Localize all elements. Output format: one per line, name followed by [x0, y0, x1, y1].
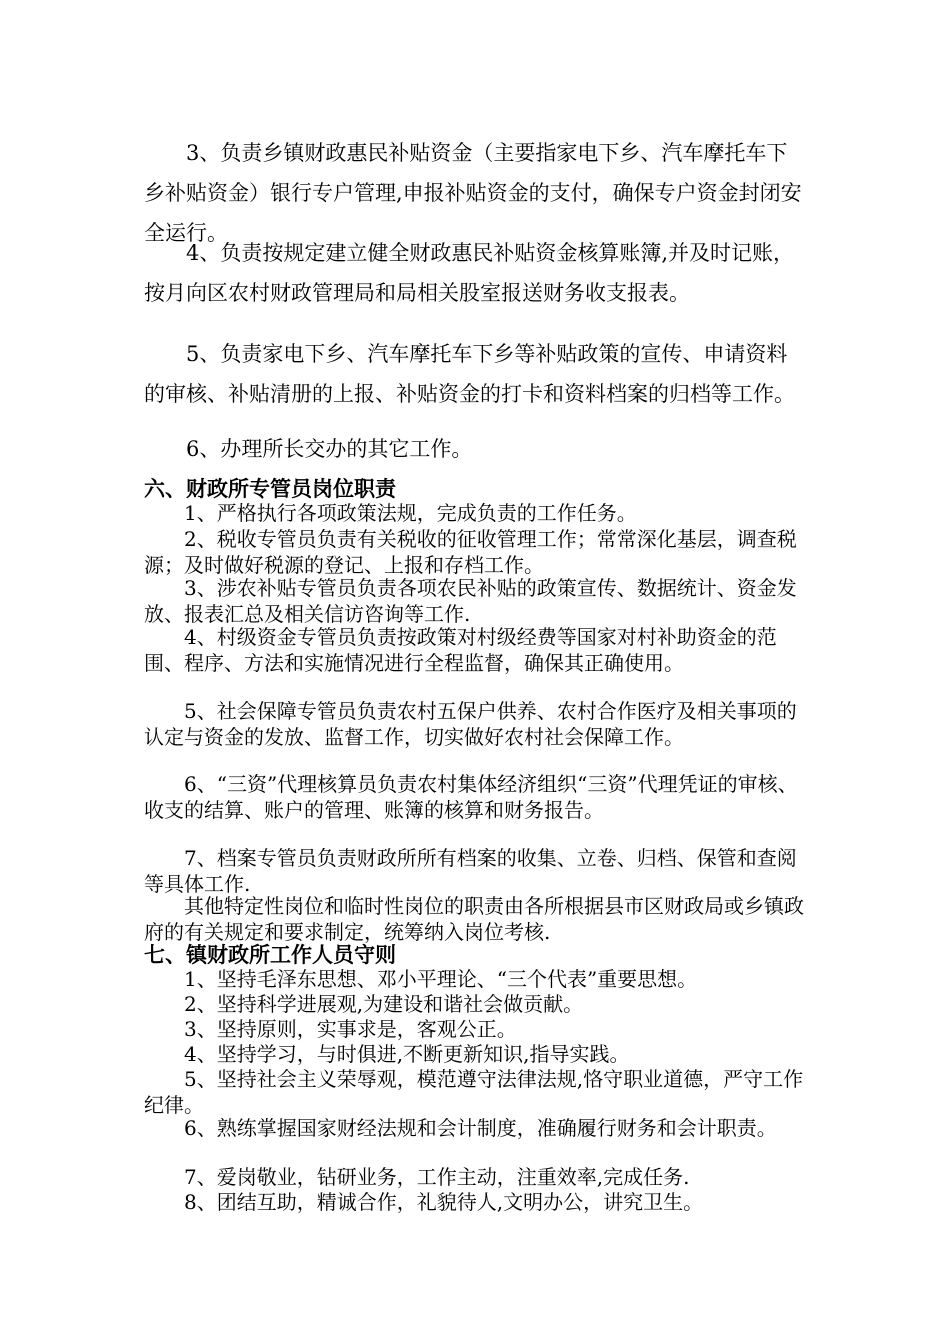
- paragraph-6-5: 5、社会保障专管员负责农村五保户供养、农村合作医疗及相关事项的认定与资金的发放、监督工作，切实做好农村社会保障工作。: [144, 699, 797, 749]
- paragraph-7-8: 8、团结互助，精诚合作，礼貌待人,文明办公，讲究卫生。: [184, 1190, 704, 1214]
- paragraph-6-6: 6、“三资”代理核算员负责农村集体经济组织“三资”代理凭证的审核、收支的结算、账户的管理、账簿的核算和财务报告。: [144, 772, 798, 822]
- section-6-heading: 六、财政所专管员岗位职责: [144, 477, 396, 501]
- paragraph-6-4: 4、村级资金专管员负责按政策对村级经费等国家对村补助资金的范围、程序、方法和实施情况进行全程监督，确保其正确使用。: [144, 625, 777, 675]
- paragraph-6-7: 7、档案专管员负责财政所所有档案的收集、立卷、归档、保管和查阅等具体工作.: [144, 846, 797, 896]
- paragraph-a-4: 4、负责按规定建立健全财政惠民补贴资金核算账簿,并及时记账，按月向区农村财政管理局和局相关股室报送财务收支报表。: [144, 241, 795, 305]
- paragraph-7-3: 3、坚持原则，实事求是，客观公正。: [184, 1017, 517, 1041]
- paragraph-7-6: 6、熟练掌握国家财经法规和会计制度，准确履行财务和会计职责。: [184, 1116, 777, 1140]
- paragraph-a-3: 3、负责乡镇财政惠民补贴资金（主要指家电下乡、汽车摩托车下乡补贴资金）银行专户管理,申报补贴资金的支付，确保专户资金封闭安全运行。: [144, 141, 802, 245]
- paragraph-7-4: 4、坚持学习，与时俱进,不断更新知识,指导实践。: [184, 1042, 630, 1066]
- paragraph-6-1: 1、严格执行各项政策法规，完成负责的工作任务。: [184, 501, 637, 525]
- paragraph-6-8: 其他特定性岗位和临时性岗位的职责由各所根据县市区财政局或乡镇政府的有关规定和要求制定，统筹纳入岗位考核.: [144, 894, 804, 944]
- section-7-heading: 七、镇财政所工作人员守则: [144, 943, 396, 967]
- paragraph-6-2: 2、税收专管员负责有关税收的征收管理工作；常常深化基层，调查税源；及时做好税源的登记、上报和存档工作。: [144, 527, 797, 577]
- paragraph-7-1: 1、坚持毛泽东思想、邓小平理论、“三个代表”重要思想。: [184, 967, 698, 991]
- paragraph-a-5: 5、负责家电下乡、汽车摩托车下乡等补贴政策的宣传、申请资料的审核、补贴清册的上报、补贴资金的打卡和资料档案的归档等工作。: [144, 342, 795, 406]
- paragraph-7-2: 2、坚持科学进展观,为建设和谐社会做贡献。: [184, 992, 584, 1016]
- paragraph-6-3: 3、涉农补贴专管员负责各项农民补贴的政策宣传、数据统计、资金发放、报表汇总及相关信访咨询等工作.: [144, 576, 797, 626]
- paragraph-7-5: 5、坚持社会主义荣辱观，模范遵守法律法规,恪守职业道德，严守工作纪律。: [144, 1067, 804, 1117]
- paragraph-7-7: 7、爱岗敬业，钻研业务，工作主动，注重效率,完成任务.: [184, 1165, 690, 1189]
- paragraph-a-6: 6、办理所长交办的其它工作。: [186, 437, 473, 461]
